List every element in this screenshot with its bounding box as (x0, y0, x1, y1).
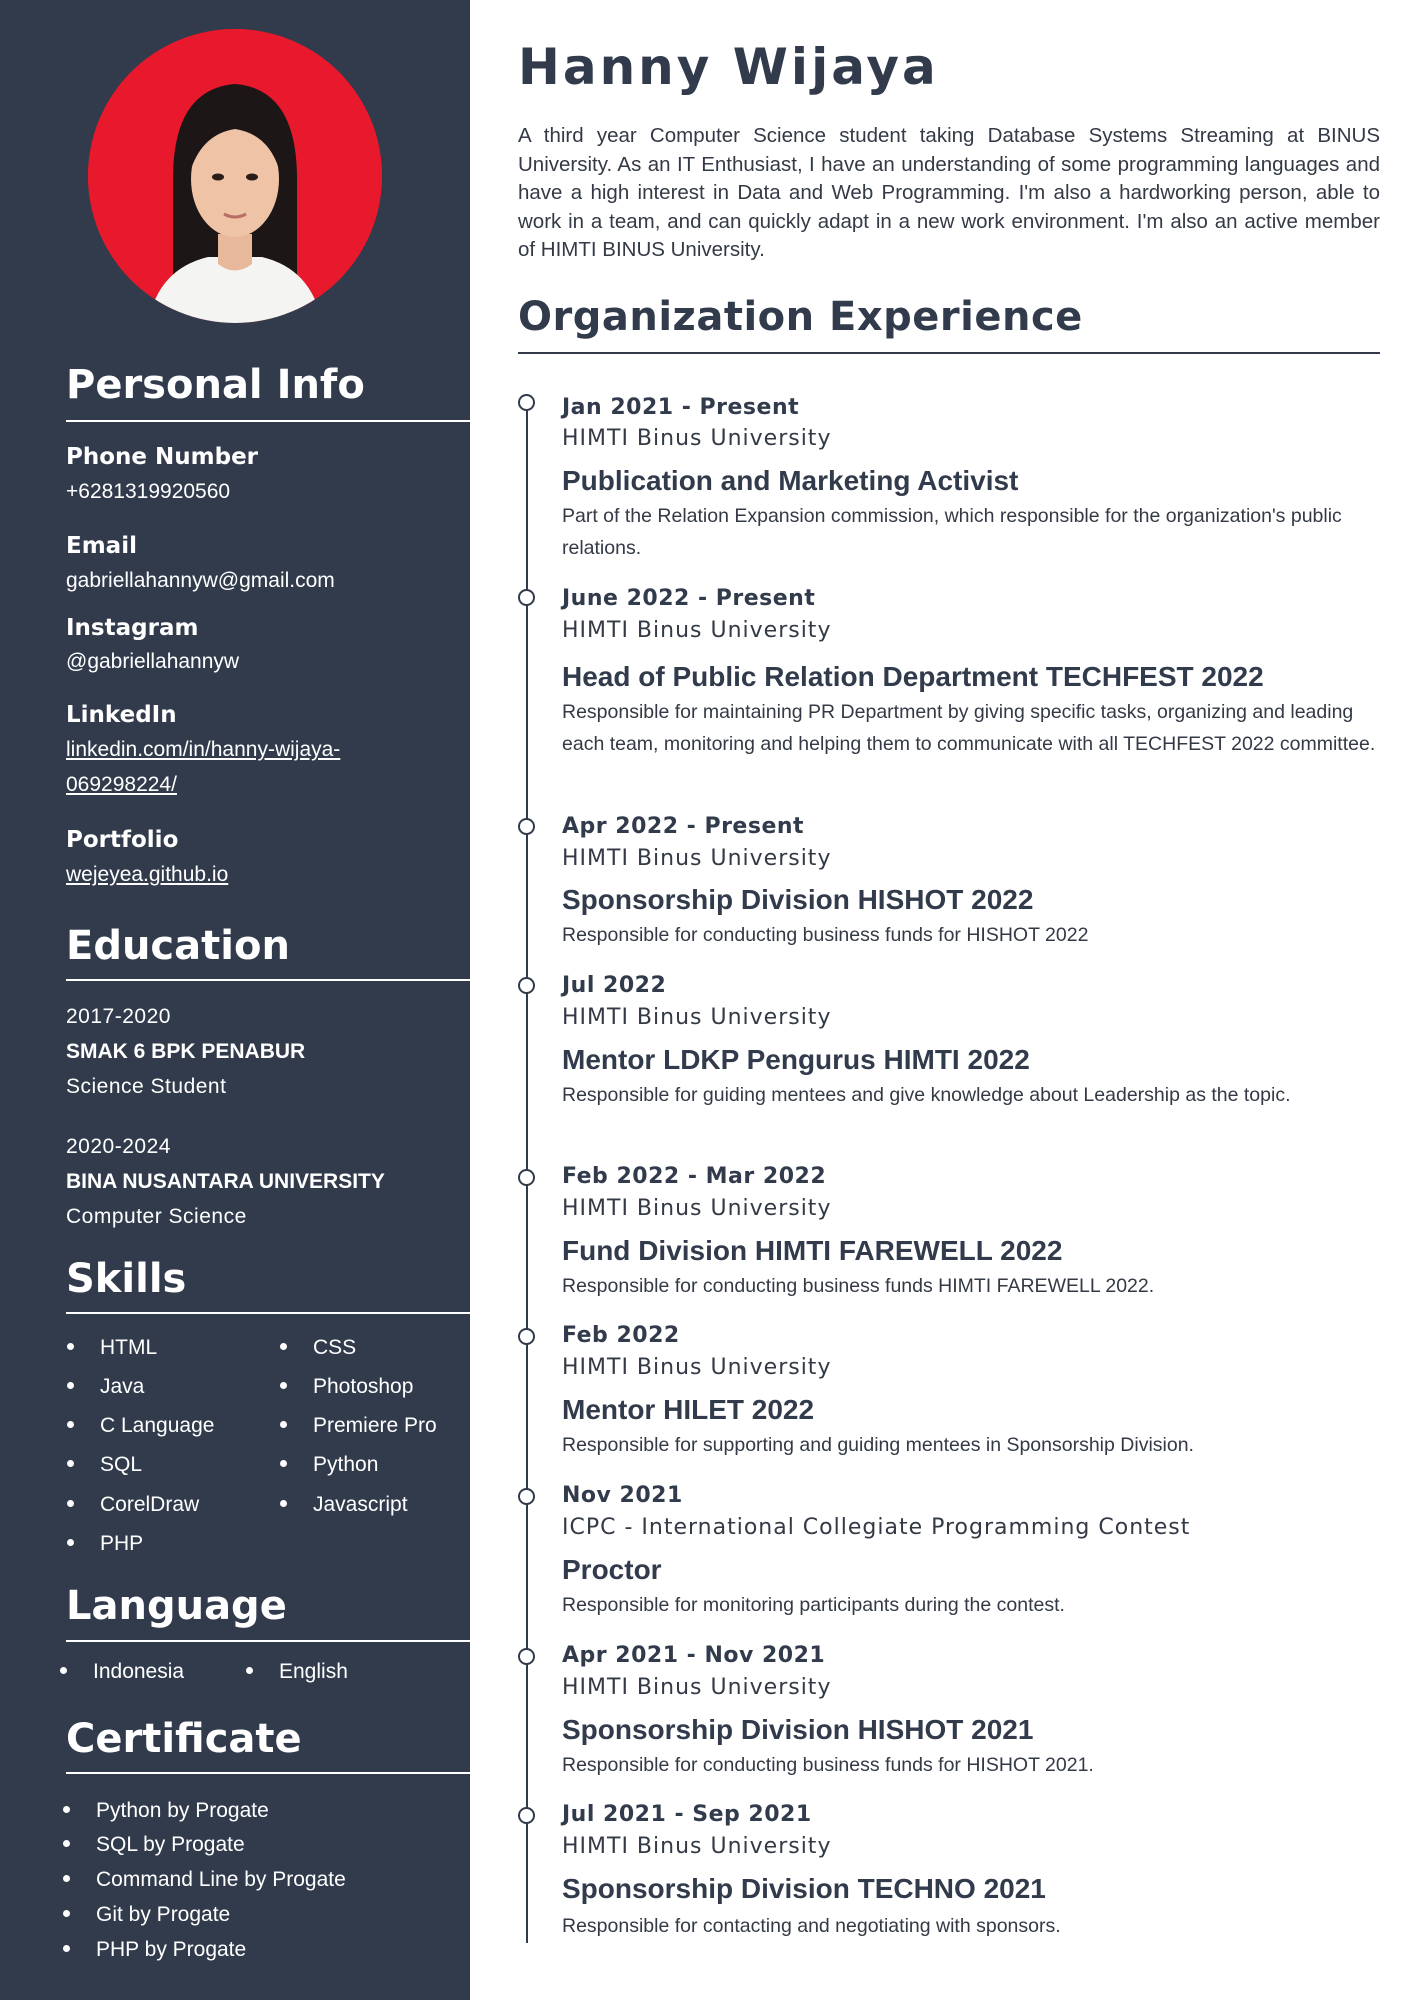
skill-item: CorelDraw (100, 1494, 199, 1515)
certificate-item: SQL by Progate (96, 1834, 245, 1855)
education-school: SMAK 6 BPK PENABUR (66, 1040, 306, 1063)
bullet-icon (246, 1667, 253, 1674)
experience-role: Sponsorship Division TECHNO 2021 (562, 1873, 1046, 1904)
experience-desc: Responsible for conducting business funds HIMTI FAREWELL 2022. (562, 1275, 1155, 1297)
language-item: English (279, 1661, 348, 1682)
bullet-icon (63, 1806, 70, 1813)
linkedin-label: LinkedIn (66, 702, 177, 728)
education-school: BINA NUSANTARA UNIVERSITY (66, 1170, 385, 1193)
email-label: Email (66, 533, 137, 559)
experience-divider (518, 352, 1380, 354)
bullet-icon (67, 1460, 74, 1467)
portfolio-label: Portfolio (66, 827, 179, 853)
experience-date: Jan 2021 - Present (562, 395, 800, 420)
phone-label: Phone Number (66, 444, 259, 470)
email-value: gabriellahannyw@gmail.com (66, 569, 335, 592)
sidebar (0, 0, 470, 2000)
bullet-icon (67, 1421, 74, 1428)
timeline-dot-icon (518, 394, 535, 411)
experience-role: Proctor (562, 1554, 662, 1585)
certificate-item: Git by Progate (96, 1904, 230, 1925)
phone-value: +6281319920560 (66, 480, 231, 503)
skill-item: CSS (313, 1337, 356, 1358)
personal-info-title: Personal Info (66, 362, 365, 408)
experience-desc: Part of the Relation Expansion commission, which responsible for the organization's public relations. (562, 505, 1342, 559)
experience-date: Nov 2021 (562, 1483, 683, 1508)
skills-title: Skills (66, 1256, 187, 1302)
bullet-icon (67, 1500, 74, 1507)
profile-photo (88, 29, 382, 323)
timeline-dot-icon (518, 1488, 535, 1505)
experience-desc: Responsible for supporting and guiding mentees in Sponsorship Division. (562, 1434, 1194, 1456)
language-divider (66, 1640, 470, 1642)
instagram-label: Instagram (66, 615, 199, 641)
experience-org: ICPC - International Collegiate Programming Contest (562, 1515, 1191, 1540)
bullet-icon (280, 1421, 287, 1428)
skill-item: Photoshop (313, 1376, 413, 1397)
education-major: Computer Science (66, 1205, 247, 1228)
education-major: Science Student (66, 1075, 227, 1098)
bullet-icon (63, 1840, 70, 1847)
timeline-dot-icon (518, 1807, 535, 1824)
experience-role: Head of Public Relation Department TECHFEST 2022 (562, 661, 1264, 692)
certificate-title: Certificate (66, 1716, 302, 1762)
skill-item: C Language (100, 1415, 214, 1436)
experience-desc: Responsible for conducting business funds for HISHOT 2022 (562, 924, 1089, 946)
bullet-icon (280, 1500, 287, 1507)
bullet-icon (63, 1945, 70, 1952)
experience-org: HIMTI Binus University (562, 1355, 832, 1380)
bullet-icon (67, 1382, 74, 1389)
skill-item: SQL (100, 1454, 142, 1475)
certificate-item: PHP by Progate (96, 1939, 246, 1960)
timeline-dot-icon (518, 1169, 535, 1186)
certificate-divider (66, 1772, 470, 1774)
skills-divider (66, 1312, 470, 1314)
profile-photo-image (88, 29, 382, 323)
experience-role: Mentor LDKP Pengurus HIMTI 2022 (562, 1044, 1030, 1075)
experience-date: Feb 2022 (562, 1323, 680, 1348)
skill-item: Javascript (313, 1494, 408, 1515)
experience-org: HIMTI Binus University (562, 1196, 832, 1221)
skill-item: Premiere Pro (313, 1415, 437, 1436)
experience-desc: Responsible for conducting business funds for HISHOT 2021. (562, 1754, 1094, 1776)
timeline-dot-icon (518, 977, 535, 994)
experience-date: Apr 2022 - Present (562, 814, 805, 839)
bullet-icon (63, 1910, 70, 1917)
timeline-dot-icon (518, 589, 535, 606)
certificate-item: Command Line by Progate (96, 1869, 346, 1890)
portfolio-link[interactable]: wejeyea.github.io (66, 863, 229, 886)
experience-org: HIMTI Binus University (562, 1675, 832, 1700)
experience-role: Fund Division HIMTI FAREWELL 2022 (562, 1235, 1063, 1266)
bullet-icon (63, 1875, 70, 1882)
education-years: 2017-2020 (66, 1005, 171, 1028)
experience-date: June 2022 - Present (562, 586, 816, 611)
experience-org: HIMTI Binus University (562, 1005, 832, 1030)
timeline-dot-icon (518, 1648, 535, 1665)
language-item: Indonesia (93, 1661, 184, 1682)
experience-org: HIMTI Binus University (562, 1834, 832, 1859)
experience-desc: Responsible for guiding mentees and give knowledge about Leadership as the topic. (562, 1084, 1291, 1106)
experience-org: HIMTI Binus University (562, 618, 832, 643)
experience-org: HIMTI Binus University (562, 846, 832, 871)
experience-title: Organization Experience (518, 294, 1083, 340)
experience-date: Feb 2022 - Mar 2022 (562, 1164, 827, 1189)
bullet-icon (280, 1343, 287, 1350)
instagram-value: @gabriellahannyw (66, 650, 240, 673)
bullet-icon (60, 1667, 67, 1674)
experience-date: Apr 2021 - Nov 2021 (562, 1643, 826, 1668)
experience-date: Jul 2021 - Sep 2021 (562, 1802, 812, 1827)
experience-role: Sponsorship Division HISHOT 2022 (562, 884, 1034, 915)
bullet-icon (280, 1460, 287, 1467)
experience-role: Mentor HILET 2022 (562, 1394, 815, 1425)
bullet-icon (67, 1343, 74, 1350)
experience-desc: Responsible for maintaining PR Department by giving specific tasks, organizing and leading each team, monitoring and helping them to communicate with all TECHFEST 2022 committee. (562, 701, 1376, 755)
experience-role: Publication and Marketing Activist (562, 465, 1019, 496)
education-years: 2020-2024 (66, 1135, 171, 1158)
skill-item: PHP (100, 1533, 143, 1554)
skill-item: Java (100, 1376, 144, 1397)
person-name: Hanny Wijaya (518, 38, 939, 96)
timeline-dot-icon (518, 818, 535, 835)
language-title: Language (66, 1583, 287, 1629)
bullet-icon (280, 1382, 287, 1389)
experience-org: HIMTI Binus University (562, 426, 832, 451)
personal-info-divider (66, 420, 470, 422)
linkedin-link[interactable]: linkedin.com/in/hanny-wijaya-069298224/ (66, 738, 341, 796)
timeline-dot-icon (518, 1328, 535, 1345)
certificate-item: Python by Progate (96, 1800, 269, 1821)
profile-summary: A third year Computer Science student taking Database Systems Streaming at BINUS University. As an IT Enthusiast, I have an understanding of some programming languages and have a high interest in Data and Web Programming. I'm also a hardworking person, able to work in a team, and can quickly adapt in a new work environment. I'm also an active member of HIMTI BINUS University. (518, 124, 1380, 262)
bullet-icon (67, 1539, 74, 1546)
skill-item: Python (313, 1454, 378, 1475)
education-title: Education (66, 923, 290, 969)
experience-desc: Responsible for monitoring participants during the contest. (562, 1594, 1065, 1616)
experience-date: Jul 2022 (562, 973, 667, 998)
experience-desc: Responsible for contacting and negotiating with sponsors. (562, 1915, 1061, 1937)
skill-item: HTML (100, 1337, 157, 1358)
experience-role: Sponsorship Division HISHOT 2021 (562, 1714, 1034, 1745)
education-divider (66, 979, 470, 981)
